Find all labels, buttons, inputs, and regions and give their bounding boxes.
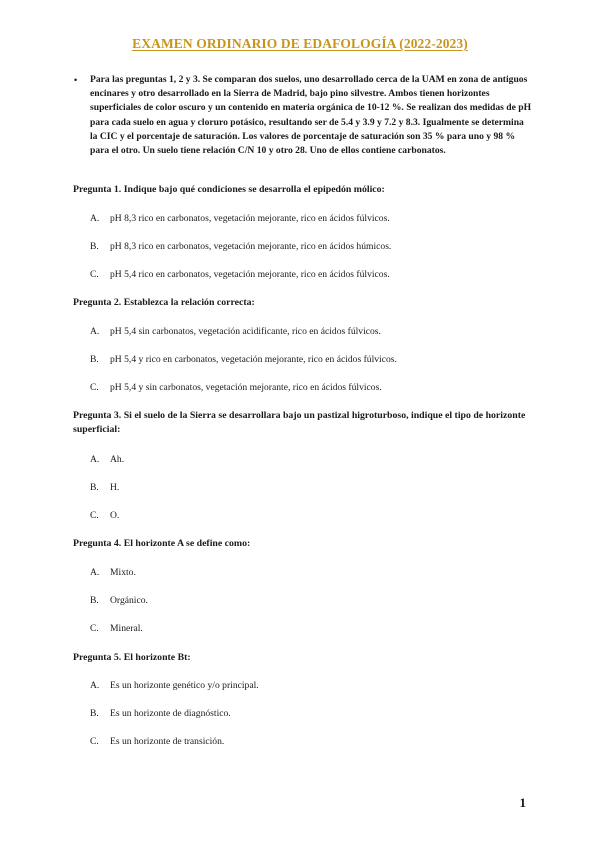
question-5-option-a <box>90 680 259 692</box>
option-text: pH 8,3 rico en carbonatos, vegetación mejorante, rico en ácidos húmicos. <box>110 241 392 252</box>
option-text: Es un horizonte de diagnóstico. <box>110 708 231 719</box>
question-5-option-b <box>90 708 231 720</box>
option-text: Es un horizonte genético y/o principal. <box>110 680 259 691</box>
question-4-option-b <box>90 595 148 607</box>
option-text: pH 8,3 rico en carbonatos, vegetación mejorante, rico en ácidos fúlvicos. <box>110 213 390 224</box>
option-text: Mineral. <box>110 623 143 634</box>
option-text: Mixto. <box>110 567 136 578</box>
option-letter: B. <box>90 595 99 606</box>
option-letter: C. <box>90 382 99 393</box>
question-2-option-c <box>90 382 382 394</box>
option-text: O. <box>110 510 120 521</box>
question-3-option-c <box>90 510 119 522</box>
option-letter: A. <box>90 213 100 224</box>
option-letter: A. <box>90 680 100 691</box>
option-letter: B. <box>90 241 99 252</box>
option-text: Orgánico. <box>110 595 148 606</box>
option-text: pH 5,4 sin carbonatos, vegetación acidificante, rico en ácidos fúlvicos. <box>110 326 381 337</box>
question-5: Pregunta 5. El horizonte Bt: <box>73 652 191 663</box>
option-text: pH 5,4 rico en carbonatos, vegetación mejorante, rico en ácidos fúlvicos. <box>110 269 390 280</box>
question-5-option-c <box>90 736 224 748</box>
question-3: Pregunta 3. Si el suelo de la Sierra se desarrollara bajo un pastizal higroturboso, indique el tipo de horizonte superficial: <box>73 410 526 435</box>
option-letter: C. <box>90 736 99 747</box>
question-2-option-a <box>90 326 381 338</box>
question-4-option-c <box>90 623 143 635</box>
question-1-option-a <box>90 213 390 225</box>
option-text: H. <box>110 482 120 493</box>
question-1: Pregunta 1. Indique bajo qué condiciones se desarrolla el epipedón mólico: <box>73 184 385 195</box>
option-text: pH 5,4 y sin carbonatos, vegetación mejorante, rico en ácidos fúlvicos. <box>110 382 382 393</box>
question-3-option-b <box>90 482 119 494</box>
option-text: pH 5,4 y rico en carbonatos, vegetación mejorante, rico en ácidos fúlvicos. <box>110 354 397 365</box>
option-letter: C. <box>90 269 99 280</box>
bullet-icon: • <box>74 75 78 85</box>
option-letter: A. <box>90 326 100 337</box>
option-letter: A. <box>90 567 100 578</box>
question-4: Pregunta 4. El horizonte A se define como: <box>73 538 251 549</box>
option-letter: A. <box>90 454 100 465</box>
exam-title: EXAMEN ORDINARIO DE EDAFOLOGÍA (2022-2023) <box>132 36 468 51</box>
option-letter: B. <box>90 354 99 365</box>
question-4-option-a <box>90 567 136 579</box>
page-number: 1 <box>519 795 526 810</box>
question-1-option-c <box>90 269 390 281</box>
intro-paragraph <box>74 73 532 158</box>
option-letter: C. <box>90 510 99 521</box>
option-letter: B. <box>90 482 99 493</box>
option-text: Es un horizonte de transición. <box>110 736 225 747</box>
question-1-option-b <box>90 241 391 253</box>
intro-text: Para las preguntas 1, 2 y 3. Se comparan dos suelos, uno desarrollado cerca de la UAM en zona de antiguos encinares y otro desarrollado en la Sierra de Madrid, bajo pino silvestre. Ambos tienen horizontes superficiales de color oscuro y un contenido en materia orgánica de 10-12 %. Se realizan dos medidas de pH para cada suelo en agua y cloruro potásico, resultando ser de 5.4 y 3.9 y 7.2 y 8.3. Igualmente se determina la CIC y el porcentaje de saturación. Los valores de porcentaje de saturación son 35 % para uno y 98 % para el otro. Un suelo tiene relación C/N 10 y otro 28. Uno de ellos contiene carbonatos. <box>90 74 532 157</box>
question-2: Pregunta 2. Establezca la relación correcta: <box>73 297 255 308</box>
question-3-option-a <box>90 454 124 466</box>
question-2-option-b <box>90 354 397 366</box>
option-letter: C. <box>90 623 99 634</box>
option-text: Ah. <box>110 454 125 465</box>
option-letter: B. <box>90 708 99 719</box>
